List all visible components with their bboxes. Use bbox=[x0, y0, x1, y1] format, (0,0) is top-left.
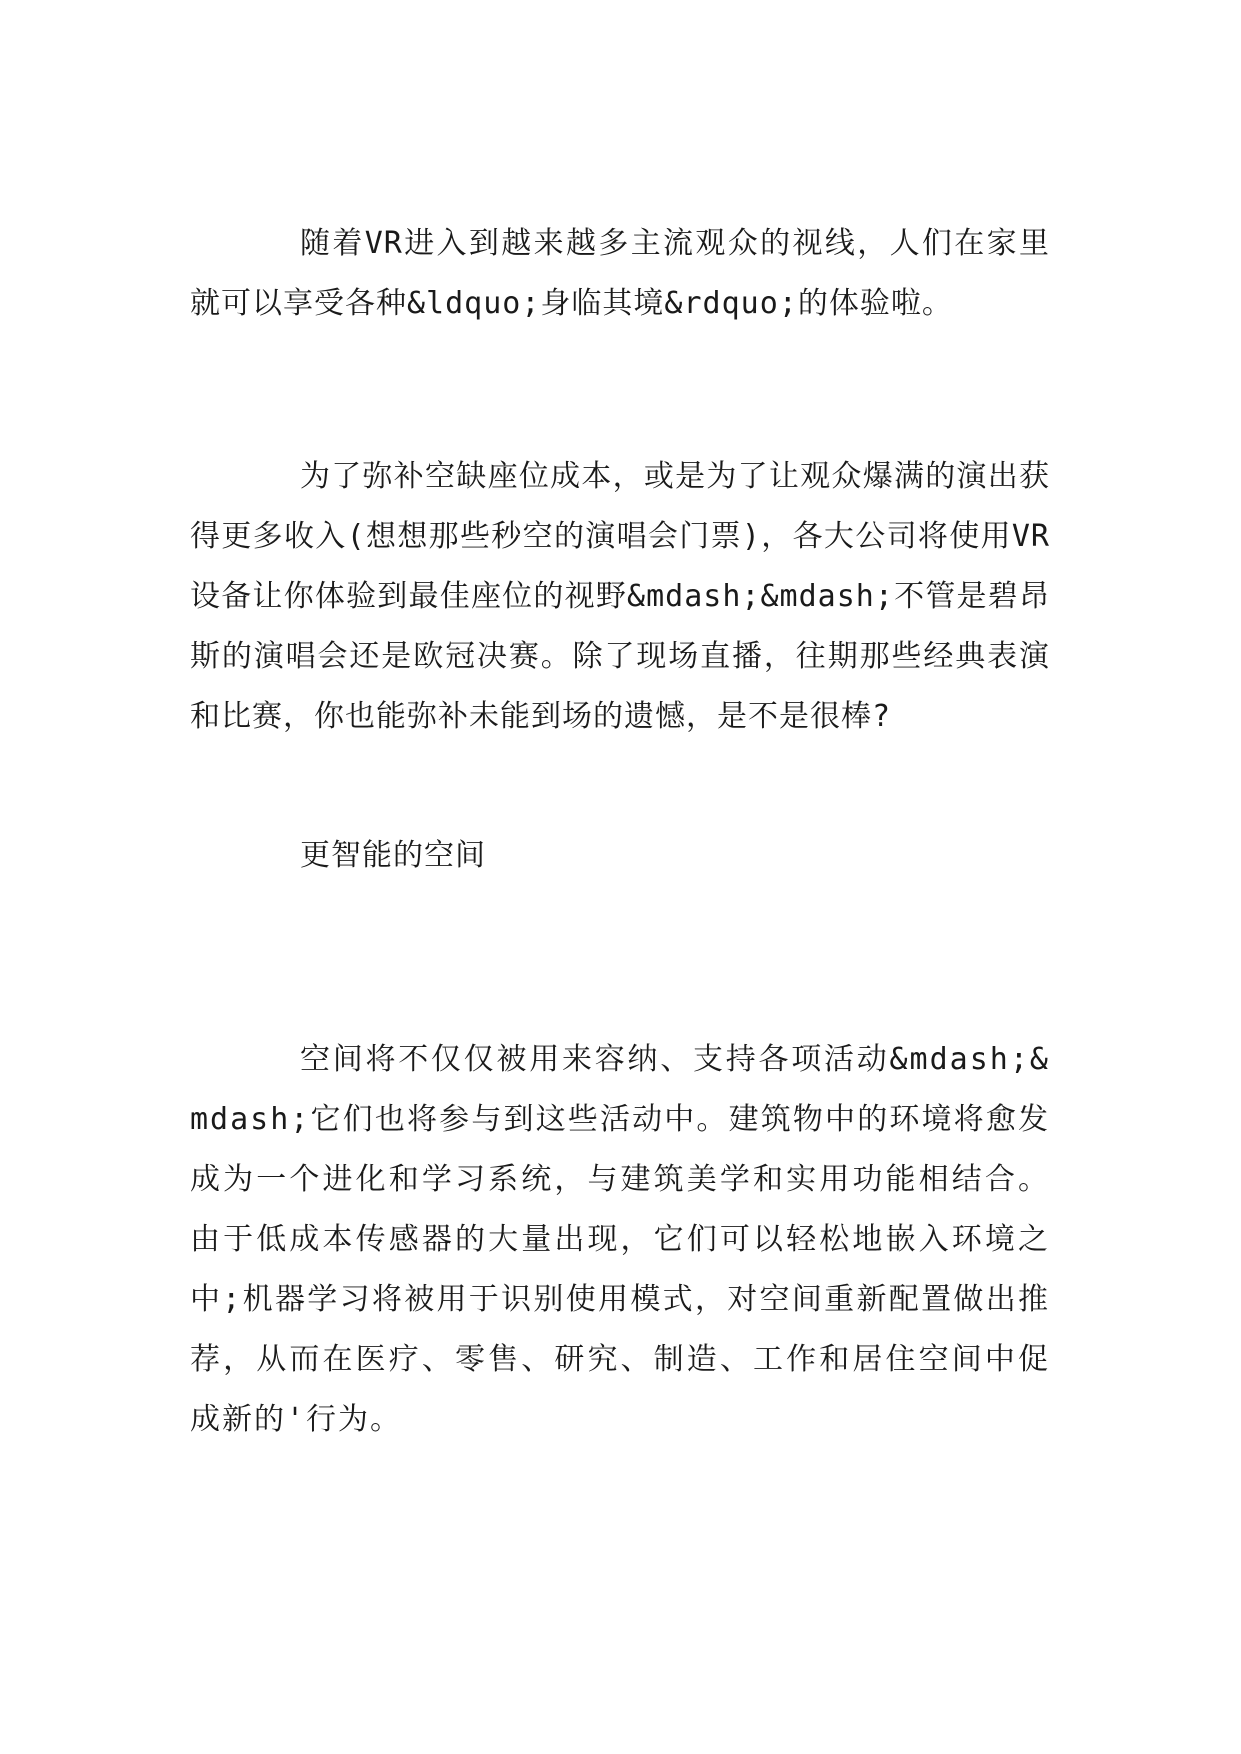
section-heading-smarter-spaces: 更智能的空间 bbox=[300, 838, 486, 873]
paragraph-smart-spaces: 空间将不仅仅被用来容纳、支持各项活动&mdash;&mdash;它们也将参与到这些活动中。建筑物中的环境将愈发成为一个进化和学习系统，与建筑美学和实用功能相结合。由于低成本传感器的大量出现，它们可以轻松地嵌入环境之中;机器学习将被用于识别使用模式，对空间重新配置做出推荐，从而在医疗、零售、研究、制造、工作和居住空间中促成新的'行为。 bbox=[190, 1042, 1050, 1437]
paragraph-vr-seats: 为了弥补空缺座位成本，或是为了让观众爆满的演出获得更多收入(想想那些秒空的演唱会门票)，各大公司将使用VR设备让你体验到最佳座位的视野&mdash;&mdash;不管是碧昂斯的演唱会还是欧冠决赛。除了现场直播，往期那些经典表演和比赛，你也能弥补未能到场的遗憾，是不是很棒? bbox=[190, 459, 1050, 734]
paragraph-vr-intro: 随着VR进入到越来越多主流观众的视线，人们在家里就可以享受各种&ldquo;身临其境&rdquo;的体验啦。 bbox=[190, 226, 1050, 321]
